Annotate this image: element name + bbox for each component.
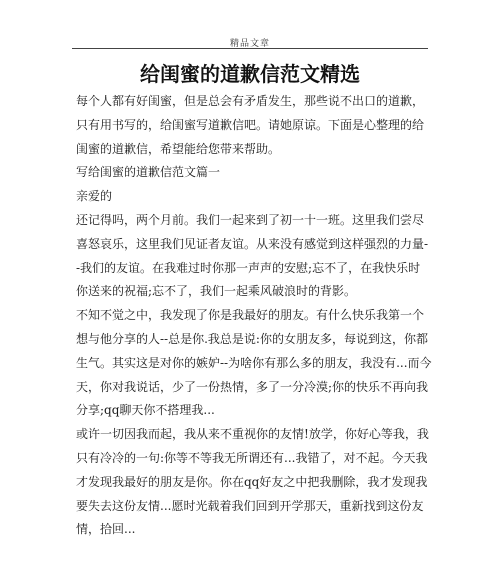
body-paragraph: 还记得吗，两个月前。我们一起来到了初一十一班。这里我们尝尽喜怒哀乐，这里我们见证者友谊。从来没有感觉到这样强烈的力量--我们的友谊。在我难过时你那一声声的安慰;忘不了，在我快乐时你送来的祝福;忘不了，我们一起乘风破浪时的背影。	[76, 212, 429, 299]
body-paragraph: 或许一切因我而起，我从来不重视你的友情!放学，你好心等我，我只有冷冷的一句:你等不等我无所谓还有...我错了，对不起。今天我才发现我最好的朋友是你。你在qq好友之中把我删除，我才发现我要失去这份友情...愿时光载着我们回到开学那天，重新找到这份友情，拾回...	[76, 427, 429, 537]
section-heading: 写给闺蜜的道歉信范文篇一	[76, 165, 221, 180]
header-divider	[72, 48, 428, 49]
intro-paragraph: 每个人都有好闺蜜，但是总会有矛盾发生，那些说不出口的道歉，只有用书写的，给闺蜜写道歉信吧。请她原谅。下面是心整理的给闺蜜的道歉信，希望能给您带来帮助。	[76, 94, 425, 156]
document-body	[76, 90, 432, 542]
document-title: 给闺蜜的道歉信范文精选	[140, 62, 360, 86]
body-paragraph: 不知不觉之中，我发现了你是我最好的朋友。有什么快乐我第一个想与他分享的人--总是你.我总是说:你的女朋友多，每说到这，你都生气。其实这是对你的嫉妒--为啥你有那么多的朋友，我没有...而今天，你对我说话，少了一份热情，多了一分冷漠;你的快乐不再向我分享;qq聊天你不搭理我...	[76, 308, 432, 418]
salutation: 亲爱的	[76, 189, 113, 204]
page-header-label: 精品文章	[229, 39, 270, 49]
